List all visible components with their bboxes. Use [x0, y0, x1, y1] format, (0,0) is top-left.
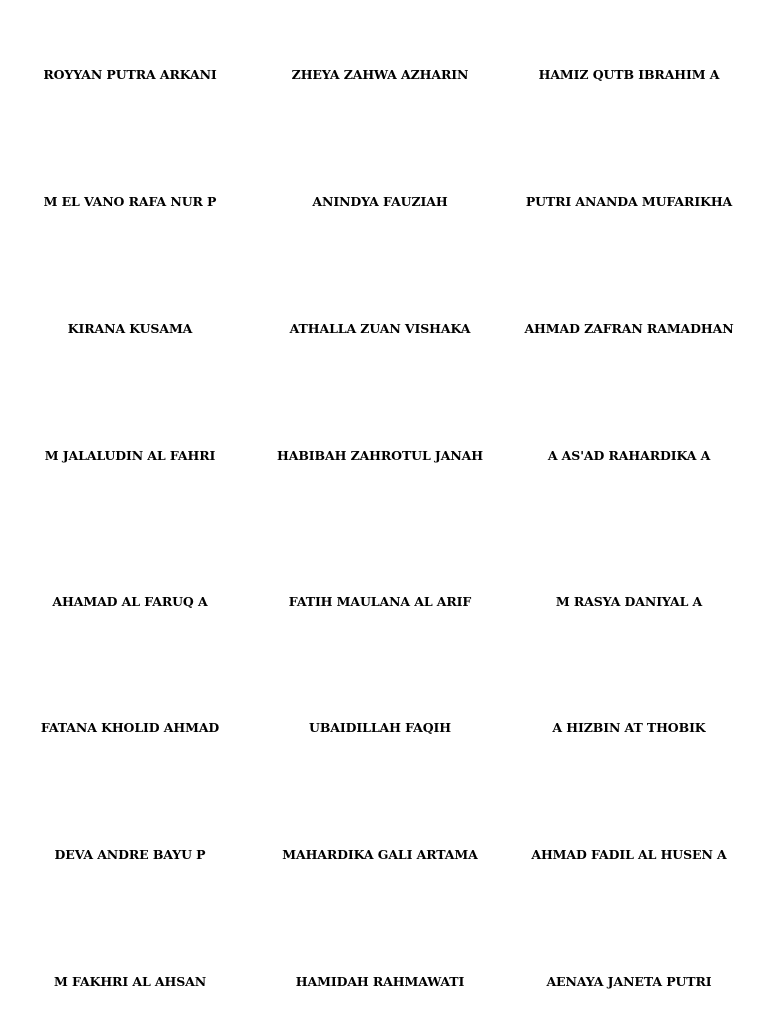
- name-label: UBAIDILLAH FAQIH: [309, 720, 451, 735]
- name-label: M EL VANO RAFA NUR P: [43, 194, 217, 209]
- name-label: ROYYAN PUTRA ARKANI: [43, 67, 217, 82]
- name-label: ANINDYA FAUZIAH: [312, 194, 448, 209]
- name-label: AENAYA JANETA PUTRI: [546, 974, 712, 989]
- name-label: HAMIDAH RAHMAWATI: [295, 974, 465, 989]
- name-label: A HIZBIN AT THOBIK: [552, 720, 706, 735]
- name-label: A AS'AD RAHARDIKA A: [547, 448, 711, 463]
- name-label: M JALALUDIN AL FAHRI: [44, 448, 216, 463]
- name-label: M RASYA DANIYAL A: [555, 594, 703, 609]
- name-label: HABIBAH ZAHROTUL JANAH: [277, 448, 483, 463]
- name-label: ATHALLA ZUAN VISHAKA: [289, 321, 471, 336]
- name-label: AHMAD ZAFRAN RAMADHAN: [524, 321, 734, 336]
- name-label: KIRANA KUSAMA: [67, 321, 193, 336]
- name-label: AHMAD FADIL AL HUSEN A: [531, 847, 727, 862]
- name-label: HAMIZ QUTB IBRAHIM A: [538, 67, 720, 82]
- name-label: M FAKHRI AL AHSAN: [53, 974, 207, 989]
- name-label: AHAMAD AL FARUQ A: [52, 594, 208, 609]
- name-label: FATANA KHOLID AHMAD: [40, 720, 220, 735]
- name-label: FATIH MAULANA AL ARIF: [288, 594, 472, 609]
- name-label: DEVA ANDRE BAYU P: [54, 847, 206, 862]
- name-label: ZHEYA ZAHWA AZHARIN: [291, 67, 469, 82]
- name-label: MAHARDIKA GALI ARTAMA: [282, 847, 478, 862]
- name-label: PUTRI ANANDA MUFARIKHA: [525, 194, 733, 209]
